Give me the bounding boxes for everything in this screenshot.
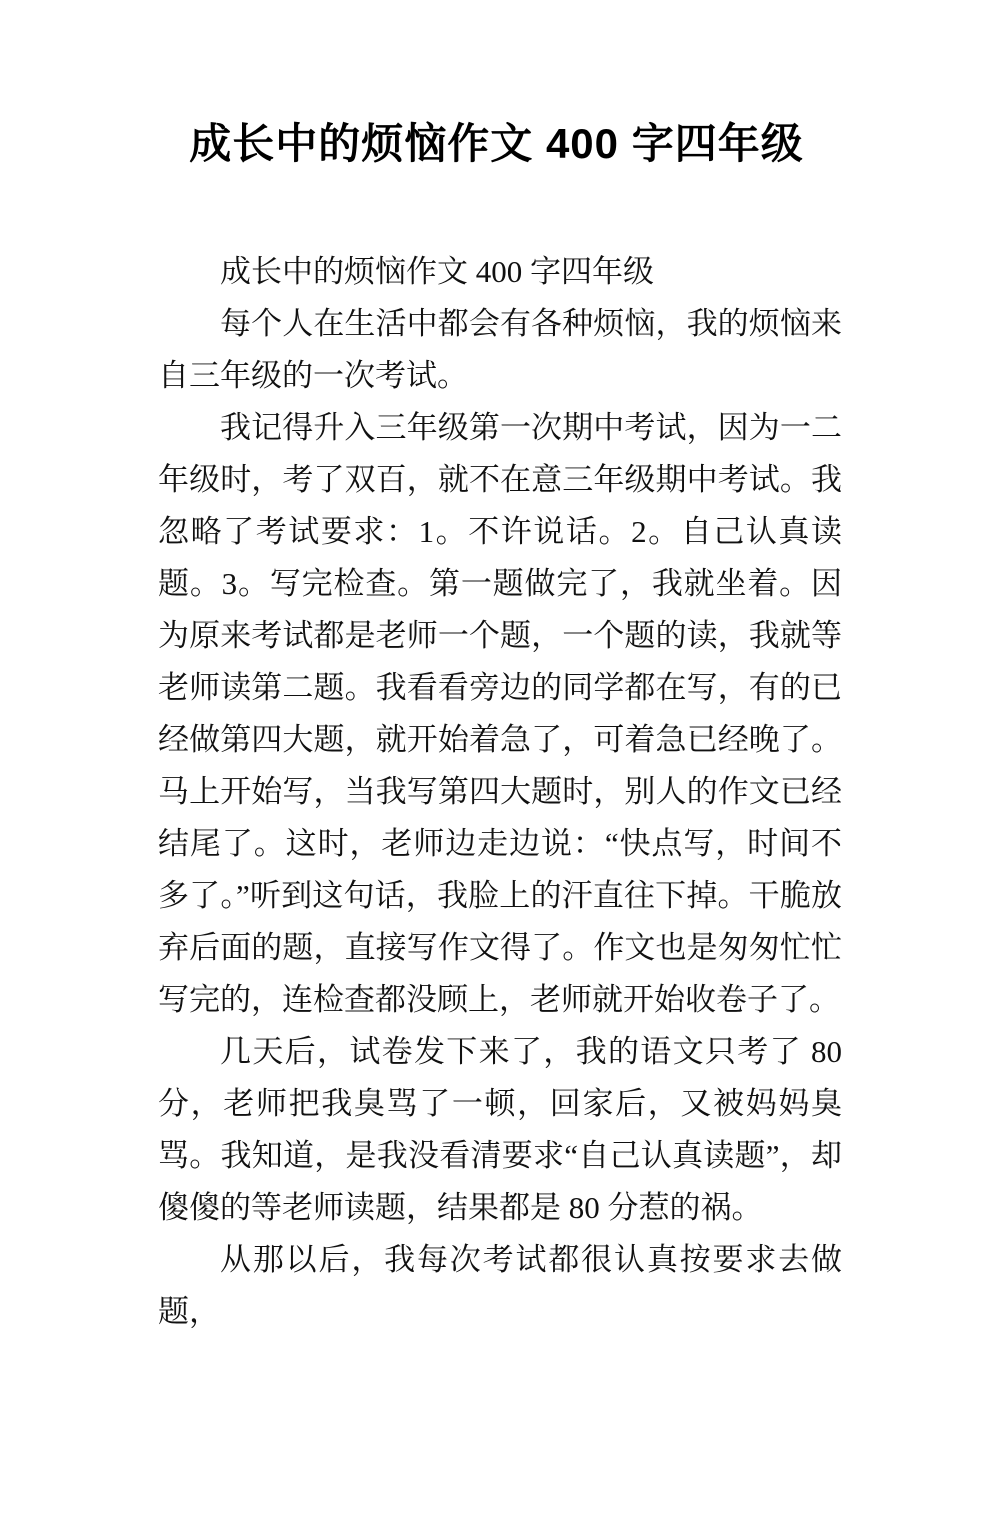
document-page — [0, 118, 993, 1522]
document-title: 成长中的烦恼作文 400 字四年级 — [189, 120, 804, 167]
paragraph-title-line: 成长中的烦恼作文 400 字四年级 — [220, 254, 654, 289]
paragraph-conclusion: 从那以后，我每次考试都很认真按要求去做题， — [158, 1242, 842, 1329]
document-body — [158, 246, 842, 1338]
paragraph-result: 几天后，试卷发下来了，我的语文只考了 80 分，老师把我臭骂了一顿，回家后，又被妈妈臭骂。我知道，是我没看清要求“自己认真读题”，却傻傻的等老师读题，结果都是 80 分惹的祸。 — [158, 1034, 842, 1225]
paragraph-exam-story: 我记得升入三年级第一次期中考试，因为一二年级时，考了双百，就不在意三年级期中考试。我忽略了考试要求：1。不许说话。2。自己认真读题。3。写完检查。第一题做完了，我就坐着。因为原来考试都是老师一个题，一个题的读，我就等老师读第二题。我看看旁边的同学都在写，有的已经做第四大题，就开始着急了，可着急已经晚了。马上开始写，当我写第四大题时，别人的作文已经结尾了。这时，老师边走边说：“快点写，时间不多了。”听到这句话，我脸上的汗直往下掉。干脆放弃后面的题，直接写作文得了。作文也是匆匆忙忙写完的，连检查都没顾上，老师就开始收卷子了。 — [158, 410, 842, 1017]
paragraph-intro: 每个人在生活中都会有各种烦恼，我的烦恼来自三年级的一次考试。 — [158, 306, 842, 393]
